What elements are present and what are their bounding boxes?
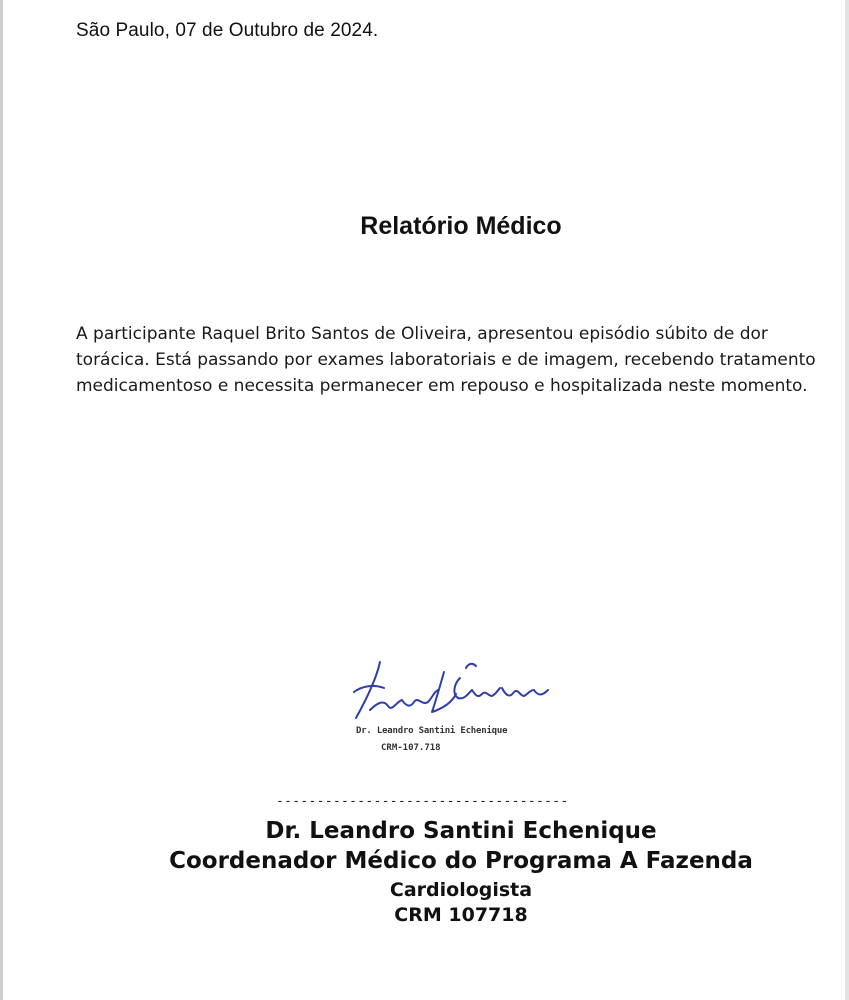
signer-crm: CRM 107718	[394, 904, 528, 926]
signature-line: ------------------------------------	[276, 794, 569, 809]
date-line: São Paulo, 07 de Outubro de 2024.	[76, 20, 379, 41]
document-title: Relatório Médico	[360, 212, 562, 240]
signer-name: Dr. Leandro Santini Echenique	[265, 818, 657, 844]
stamp-crm: CRM-107.718	[381, 743, 441, 753]
stamp-name: Dr. Leandro Santini Echenique	[356, 726, 508, 736]
handwritten-signature	[348, 650, 568, 765]
report-body: A participante Raquel Brito Santos de Oliveira, apresentou episódio súbito de dor torácica. Está passando por exames laboratoriais e de imagem, recebendo tratamento medicamentoso e necessita permanecer em repouso e hospitalizada neste momento.	[76, 324, 816, 396]
signature-scribble	[348, 650, 568, 730]
signer-role: Coordenador Médico do Programa A Fazenda	[169, 848, 753, 874]
signer-specialty: Cardiologista	[389, 879, 533, 901]
